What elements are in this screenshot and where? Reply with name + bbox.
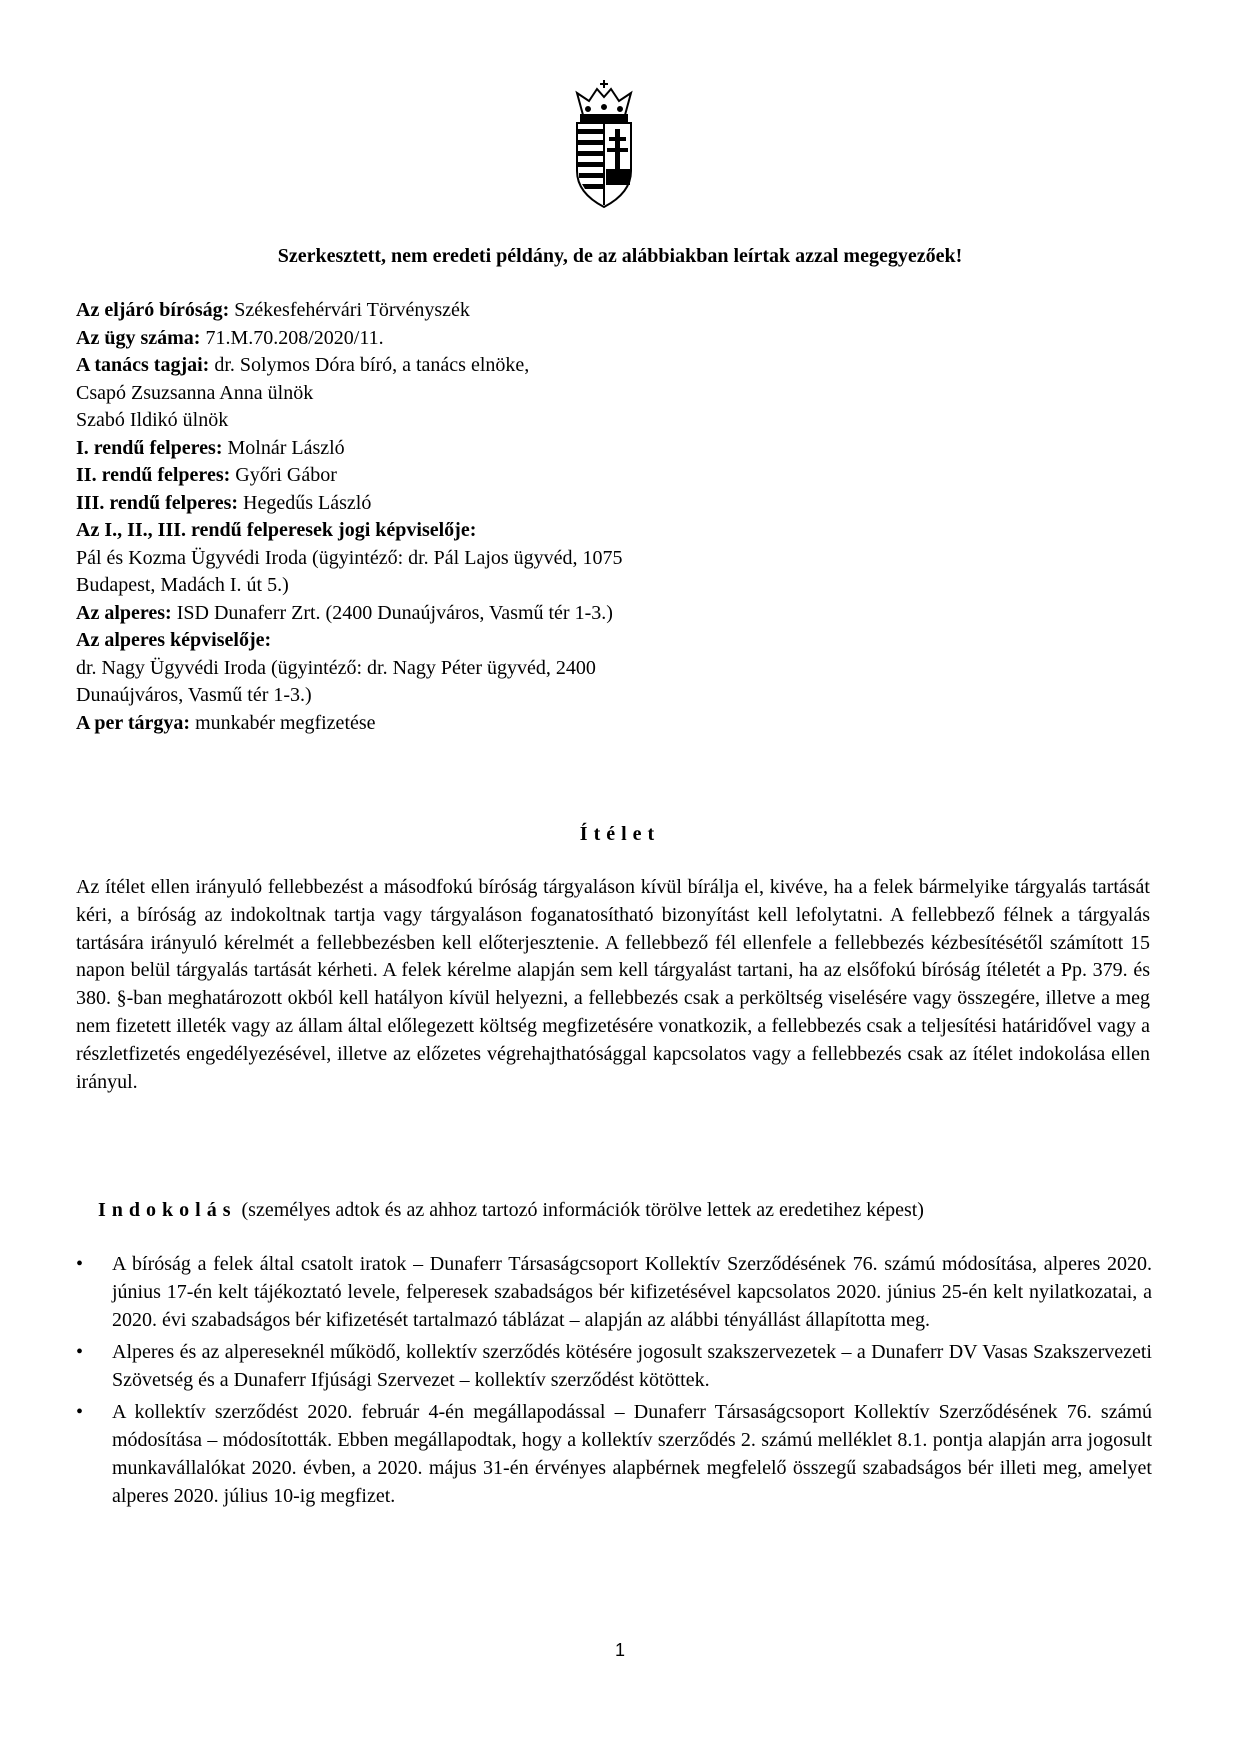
bullet-icon: • — [76, 1253, 84, 1275]
case-number-row — [76, 325, 1164, 353]
plaintiff-1-row — [76, 435, 1164, 463]
defendant-row — [76, 600, 1164, 628]
reasoning-note: (személyes adtok és az ahhoz tartozó információk törölve lettek az eredetihez képest) — [236, 1199, 924, 1221]
court-label: Az eljáró bíróság: — [76, 299, 230, 321]
council-value: dr. Solymos Dóra bíró, a tanács elnöke, — [209, 354, 530, 376]
council-label: A tanács tagjai: — [76, 354, 210, 376]
judgment-title: Ítélet — [579, 823, 661, 845]
plaintiff-1-label: I. rendű felperes: — [76, 436, 223, 459]
defendant-label: Az alperes: — [76, 601, 172, 624]
court-value: Székesfehérvári Törvényszék — [229, 299, 470, 321]
plaintiff-2-row — [76, 462, 1164, 490]
list-item — [76, 1250, 1152, 1334]
defendant-representative-label: Az alperes képviselője: — [76, 629, 272, 651]
plaintiff-2-value: Győri Gábor — [230, 464, 337, 486]
defendant-value: ISD Dunaferr Zrt. (2400 Dunaújváros, Vasmű tér 1-3.) — [171, 601, 613, 624]
bullet-icon: • — [76, 1401, 84, 1423]
plaintiff-3-label: III. rendű felperes: — [76, 491, 239, 514]
list-item-text: A bíróság a felek által csatolt iratok – Dunaferr Társaságcsoport Kollektív Szerződésének 76. számú módosítása, alperes 2020. június 17-én kelt tájékoztató levele, felperesek szabadságos bér kifizetésével kapcsolatos 2020. június 25-én kelt nyilatkozatai, a 2020. évi szabadságos bér kifizetését tartalmazó táblázat – alapján az alábbi tényállást állapította meg. — [112, 1253, 1152, 1331]
appeal-information-paragraph: Az ítélet ellen irányuló fellebbezést a másodfokú bíróság tárgyaláson kívül bírálja el, kivéve, ha a felek bármelyike tárgyalás tartását kéri, a bíróság az indokoltnak tartja vagy tárgyaláson foganatosítható bizonyítást kell lefolytatni. A fellebbező félnek a tárgyalás tartására irányuló kérelmét a fellebbezésben kell előterjesztenie. A fellebbező fél ellenfele a fellebbezés kézbesítésétől számított 15 napon belül tárgyalás tartását kérheti. A felek kérelme alapján sem kell tárgyalást tartani, ha az elsőfokú bíróság ítéletét a Pp. 379. és 380. §-ban meghatározott okból kell hatályon kívül helyezni, a fellebbezés csak a perköltség viselésére vagy összegére, illetve a meg nem fizetett illeték vagy az állam által előlegezett költség megfizetésére vonatkozik, a fellebbezés csak a teljesítési határidővel vagy a részletfizetés engedélyezésével, illetve az előzetes végrehajthatósággal kapcsolatos vagy a fellebbezés csak az ítélet indokolása ellen irányul. — [76, 876, 1150, 1093]
reasoning-heading — [98, 1197, 1158, 1224]
list-item — [76, 1398, 1152, 1510]
plaintiff-2-label: II. rendű felperes: — [76, 464, 231, 486]
plaintiffs-representative-line-1: Pál és Kozma Ügyvédi Iroda (ügyintéző: dr. Pál Lajos ügyvéd, 1075 — [76, 546, 623, 569]
bullet-icon: • — [76, 1341, 84, 1363]
council-member-3: Szabó Ildikó ülnök — [76, 409, 229, 431]
case-number-value: 71.M.70.208/2020/11. — [200, 326, 384, 349]
case-number-label: Az ügy száma: — [76, 326, 201, 349]
hungarian-coat-of-arms-icon — [571, 79, 637, 209]
list-item — [76, 1338, 1152, 1394]
list-item-text: Alperes és az alpereseknél működő, kollektív szerződés kötésére jogosult szakszervezetek – a Dunaferr DV Vasas Szakszervezeti Szövetség és a Dunaferr Ifjúsági Szervezet – kollektív szerződést kötöttek. — [112, 1341, 1152, 1391]
court-row — [76, 297, 1164, 325]
case-details — [76, 297, 1164, 737]
list-item-text: A kollektív szerződést 2020. február 4-én megállapodással – Dunaferr Társaságcsoport Kollektív Szerződésének 76. számú módosítása – módosították. Ebben megállapodtak, hogy a kollektív szerződés 2. számú melléklet 8.1. pontja alapján arra jogosult munkavállalókat 2020. évben, a 2020. május 31-én érvényes alapbérnek megfelelő összegű szabadságos bér illeti meg, amelyet alperes 2020. július 10-ig megfizet. — [112, 1401, 1152, 1507]
subject-label: A per tárgya: — [76, 711, 191, 734]
plaintiffs-representative-line-2: Budapest, Madách I. út 5.) — [76, 574, 289, 596]
plaintiff-1-value: Molnár László — [222, 436, 345, 459]
findings-list — [76, 1250, 1164, 1514]
subject-row — [76, 710, 1164, 738]
council-row — [76, 352, 1164, 380]
edited-copy-notice: Szerkesztett, nem eredeti példány, de az alábbiakban leírtak azzal megegyezőek! — [277, 245, 963, 267]
council-member-2: Csapó Zsuzsanna Anna ülnök — [76, 381, 314, 404]
plaintiff-3-row — [76, 490, 1164, 518]
defendant-representative-line-1: dr. Nagy Ügyvédi Iroda (ügyintéző: dr. Nagy Péter ügyvéd, 2400 — [76, 656, 596, 679]
reasoning-title: Indokolás — [98, 1199, 237, 1221]
page-number: 1 — [614, 1640, 625, 1660]
subject-value: munkabér megfizetése — [190, 711, 376, 734]
plaintiff-3-value: Hegedűs László — [238, 491, 372, 514]
defendant-representative-line-2: Dunaújváros, Vasmű tér 1-3.) — [76, 684, 312, 706]
plaintiffs-representative-label: Az I., II., III. rendű felperesek jogi képviselője: — [76, 519, 477, 541]
